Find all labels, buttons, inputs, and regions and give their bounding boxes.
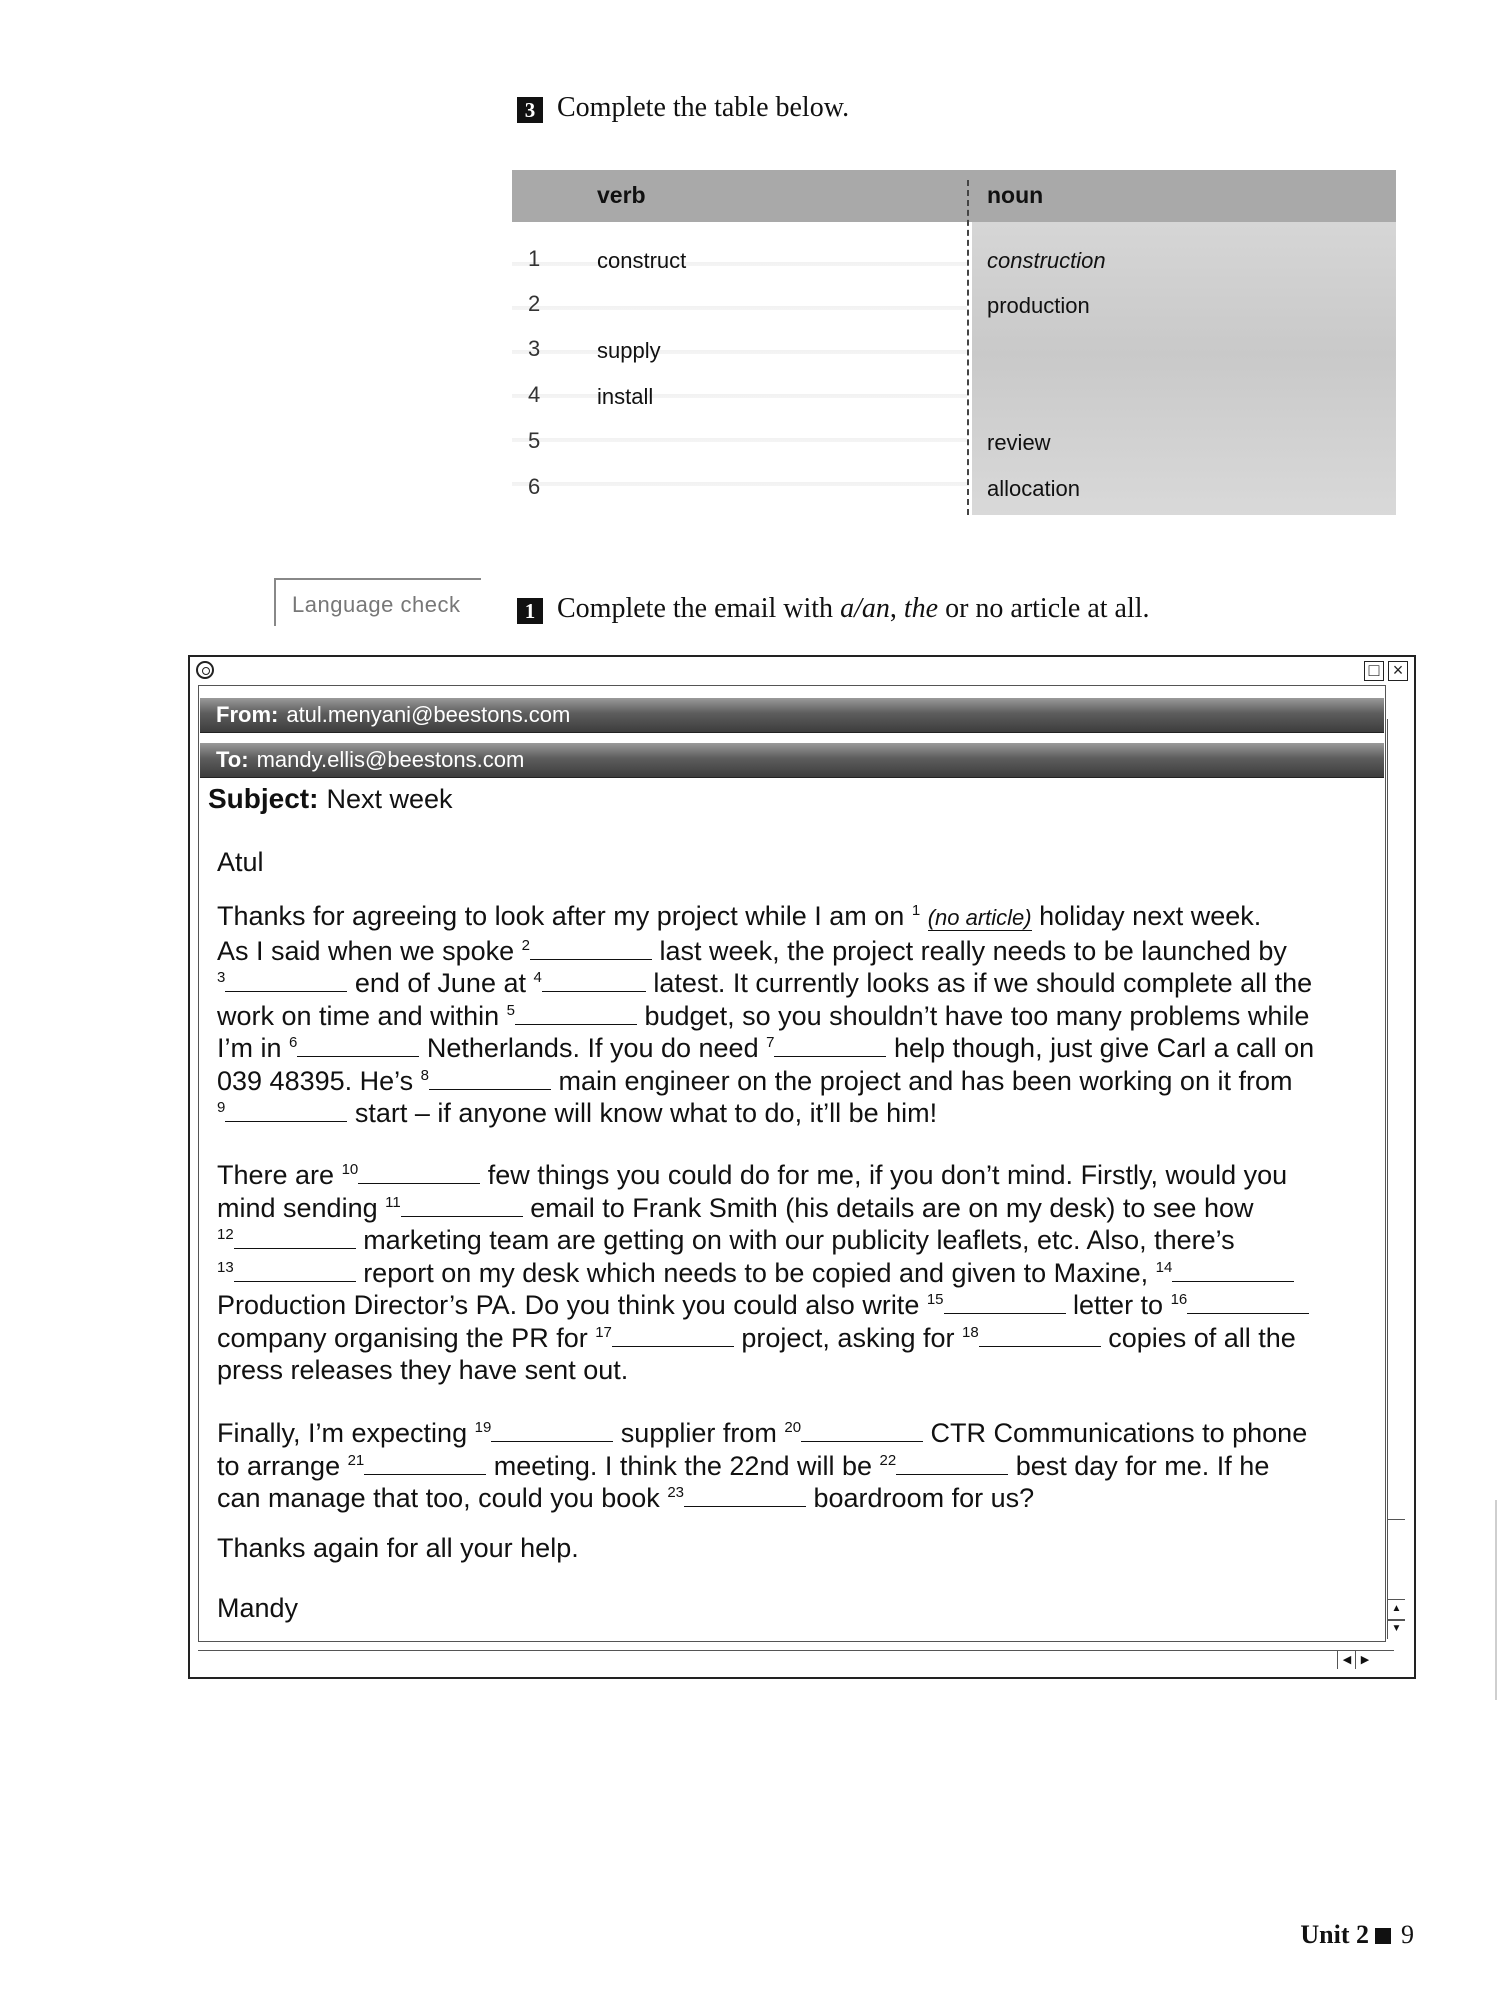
table-row bbox=[512, 332, 1396, 368]
body-text: budget, so you shouldn’t have too many problems while bbox=[636, 1000, 1310, 1031]
row-number: 6 bbox=[528, 474, 541, 499]
body-text: help though, just give Carl a call on bbox=[886, 1033, 1315, 1063]
verb-cell: construct bbox=[597, 248, 687, 273]
unit-label: Unit 2 bbox=[1300, 1920, 1369, 1949]
answer-blank[interactable] bbox=[225, 967, 347, 992]
answer-blank[interactable] bbox=[364, 1450, 486, 1475]
answer-blank[interactable] bbox=[896, 1450, 1008, 1475]
table-row bbox=[512, 424, 1396, 460]
body-text: There are bbox=[217, 1160, 342, 1190]
table-row bbox=[512, 242, 1396, 278]
table-row bbox=[512, 378, 1396, 414]
language-check-tab bbox=[274, 578, 481, 626]
noun-column-header: noun bbox=[987, 182, 1044, 208]
body-text: email to Frank Smith (his details are on my desk) to see how bbox=[522, 1192, 1254, 1223]
row-number: 1 bbox=[528, 246, 541, 271]
verb-cell: supply bbox=[597, 338, 661, 363]
gap-number: 5 bbox=[506, 1001, 515, 1019]
table-row bbox=[512, 287, 1396, 323]
row-number: 4 bbox=[528, 382, 541, 407]
language-check-label: Language check bbox=[292, 592, 461, 617]
gap-number: 7 bbox=[766, 1034, 775, 1051]
from-bar bbox=[200, 698, 1384, 733]
gap-number: 20 bbox=[784, 1419, 802, 1436]
answer-blank[interactable] bbox=[358, 1159, 480, 1184]
instruction-text: or no article at all. bbox=[938, 593, 1150, 624]
answer-blank[interactable] bbox=[774, 1032, 886, 1057]
body-text: latest. It currently looks as if we should complete all the bbox=[645, 968, 1313, 998]
answer-blank[interactable] bbox=[1172, 1257, 1294, 1282]
maximize-icon[interactable]: □ bbox=[1364, 661, 1384, 681]
answer-blank[interactable] bbox=[234, 1224, 356, 1249]
body-text: As I said when we spoke bbox=[217, 935, 522, 966]
body-text: report on my desk which needs to be copied and given to Maxine, bbox=[355, 1257, 1156, 1288]
row-number: 3 bbox=[528, 336, 541, 361]
noun-cell: review bbox=[987, 430, 1051, 455]
scroll-right-arrow-icon[interactable]: ▶ bbox=[1355, 1651, 1374, 1669]
answer-blank[interactable] bbox=[225, 1097, 347, 1122]
footer-square-icon bbox=[1375, 1928, 1391, 1944]
body-text: marketing team are getting on with our publicity leaflets, etc. Also, there’s bbox=[355, 1225, 1235, 1255]
gap-number: 9 bbox=[217, 1099, 226, 1116]
body-text: can manage that too, could you book bbox=[217, 1483, 668, 1513]
scroll-down-arrow-icon[interactable]: ▼ bbox=[1388, 1619, 1405, 1638]
body-text: start – if anyone will know what to do, it’ll be him! bbox=[347, 1098, 938, 1128]
answer-blank[interactable] bbox=[491, 1417, 613, 1442]
body-text: main engineer on the project and has been working on it from bbox=[551, 1065, 1293, 1096]
answer-blank[interactable] bbox=[684, 1482, 806, 1507]
answer-blank[interactable] bbox=[979, 1322, 1101, 1347]
body-text: few things you could do for me, if you don’t mind. Firstly, would you bbox=[480, 1160, 1288, 1190]
body-text: to arrange bbox=[217, 1450, 348, 1481]
gap-number: 22 bbox=[879, 1451, 897, 1469]
noun-cell: allocation bbox=[987, 476, 1080, 501]
body-text: project, asking for bbox=[733, 1322, 962, 1353]
gap-number: 3 bbox=[217, 969, 226, 986]
body-text: press releases they have sent out. bbox=[217, 1355, 629, 1385]
verb-cell: install bbox=[597, 384, 654, 409]
gap-number: 18 bbox=[962, 1323, 979, 1341]
body-text: copies of all the bbox=[1100, 1322, 1296, 1353]
scroll-left-arrow-icon[interactable]: ◀ bbox=[1337, 1651, 1356, 1669]
instruction-text: , bbox=[889, 593, 904, 624]
table-header-row bbox=[512, 170, 1396, 222]
verb-column-header: verb bbox=[597, 182, 646, 208]
page-number: 9 bbox=[1401, 1920, 1414, 1949]
body-text: company organising the PR for bbox=[217, 1322, 596, 1353]
body-text: mind sending bbox=[217, 1192, 386, 1223]
gap-number: 1 bbox=[911, 902, 921, 919]
gap-number: 19 bbox=[474, 1419, 492, 1436]
noun-cell: production bbox=[987, 293, 1090, 318]
window-menu-icon[interactable] bbox=[196, 661, 214, 679]
from-address[interactable]: atul.menyani@beestons.com bbox=[286, 702, 571, 727]
body-text: end of June at bbox=[347, 968, 534, 998]
email-thanks: Thanks again for all your help. bbox=[217, 1533, 579, 1563]
answer-blank[interactable] bbox=[401, 1192, 523, 1217]
body-text: I’m in bbox=[217, 1033, 290, 1063]
horizontal-scrollbar[interactable] bbox=[198, 1650, 1394, 1669]
scroll-up-arrow-icon[interactable]: ▲ bbox=[1388, 1599, 1405, 1618]
exercise-number-badge: 3 bbox=[517, 97, 543, 123]
close-icon[interactable]: × bbox=[1388, 661, 1408, 681]
body-text: meeting. I think the 22nd will be bbox=[486, 1450, 880, 1481]
vertical-scrollbar[interactable] bbox=[1387, 719, 1406, 1639]
verb-noun-table bbox=[512, 170, 1396, 515]
exercise-3-heading bbox=[517, 92, 849, 124]
gap-number: 17 bbox=[595, 1323, 612, 1341]
email-paragraph-1 bbox=[217, 900, 1357, 1130]
gap-number: 10 bbox=[341, 1161, 359, 1178]
body-text: Production Director’s PA. Do you think you could also write bbox=[217, 1290, 927, 1320]
gap-number: 6 bbox=[289, 1034, 298, 1051]
gap-number: 14 bbox=[1155, 1258, 1173, 1276]
gap-number: 4 bbox=[533, 969, 542, 986]
instruction-a-an: a/an bbox=[840, 593, 890, 624]
gap-number: 15 bbox=[926, 1291, 944, 1308]
body-text: work on time and within bbox=[217, 1000, 507, 1031]
row-number: 2 bbox=[528, 291, 541, 316]
to-label: To: bbox=[216, 747, 249, 772]
instruction-the: the bbox=[903, 593, 939, 624]
answer-blank[interactable] bbox=[429, 1065, 551, 1090]
answer-blank[interactable] bbox=[515, 1000, 637, 1025]
answer-blank[interactable] bbox=[1187, 1289, 1309, 1314]
gap-number: 16 bbox=[1170, 1291, 1188, 1308]
gap-number: 8 bbox=[420, 1066, 430, 1084]
table-row bbox=[512, 470, 1396, 506]
email-paragraph-3 bbox=[217, 1417, 1357, 1515]
answer-blank[interactable] bbox=[542, 967, 646, 992]
row-number: 5 bbox=[528, 428, 541, 453]
gap-number: 13 bbox=[217, 1258, 234, 1276]
from-label: From: bbox=[216, 702, 279, 727]
gap-number: 12 bbox=[217, 1226, 234, 1243]
answer-blank[interactable] bbox=[234, 1257, 356, 1282]
body-text: CTR Communications to phone bbox=[923, 1418, 1308, 1448]
noun-cell: construction bbox=[987, 248, 1106, 273]
page-footer bbox=[1300, 1920, 1414, 1950]
exercise-1-heading bbox=[517, 593, 1150, 625]
body-text: boardroom for us? bbox=[806, 1483, 1035, 1513]
to-bar bbox=[200, 743, 1384, 778]
body-text: letter to bbox=[1065, 1290, 1171, 1320]
exercise-3-instruction: Complete the table below. bbox=[557, 92, 850, 123]
email-greeting: Atul bbox=[217, 847, 264, 877]
email-signoff: Mandy bbox=[217, 1593, 299, 1623]
subject-label: Subject: bbox=[208, 783, 319, 814]
email-window bbox=[188, 655, 1416, 1679]
subject-line bbox=[208, 783, 453, 815]
gap-number: 21 bbox=[347, 1451, 365, 1469]
body-text: Thanks for agreeing to look after my project while I am on bbox=[217, 901, 912, 931]
body-text: holiday next week. bbox=[1031, 901, 1262, 931]
body-text: last week, the project really needs to be launched by bbox=[652, 935, 1287, 966]
answer-blank[interactable] bbox=[944, 1289, 1066, 1314]
to-address[interactable]: mandy.ellis@beestons.com bbox=[256, 747, 525, 772]
gap-number: 2 bbox=[521, 936, 531, 954]
instruction-text: Complete the email with bbox=[557, 593, 841, 624]
body-text: best day for me. If he bbox=[1008, 1450, 1270, 1481]
gap-number: 11 bbox=[385, 1193, 401, 1211]
answer-blank[interactable] bbox=[530, 935, 652, 960]
email-paragraph-2 bbox=[217, 1159, 1357, 1387]
gap-number: 23 bbox=[667, 1484, 684, 1501]
exercise-number-badge: 1 bbox=[517, 598, 543, 624]
answer-blank[interactable] bbox=[612, 1322, 734, 1347]
body-text: supplier from bbox=[613, 1418, 785, 1448]
subject-value: Next week bbox=[326, 784, 453, 814]
body-text: Netherlands. If you do need bbox=[419, 1033, 767, 1063]
example-answer: (no article) bbox=[927, 905, 1032, 930]
body-text: 039 48395. He’s bbox=[217, 1065, 421, 1096]
body-text: Finally, I’m expecting bbox=[217, 1418, 475, 1448]
answer-blank[interactable] bbox=[801, 1417, 923, 1442]
page-edge-mark bbox=[1495, 1500, 1497, 1700]
answer-blank[interactable] bbox=[297, 1032, 419, 1057]
